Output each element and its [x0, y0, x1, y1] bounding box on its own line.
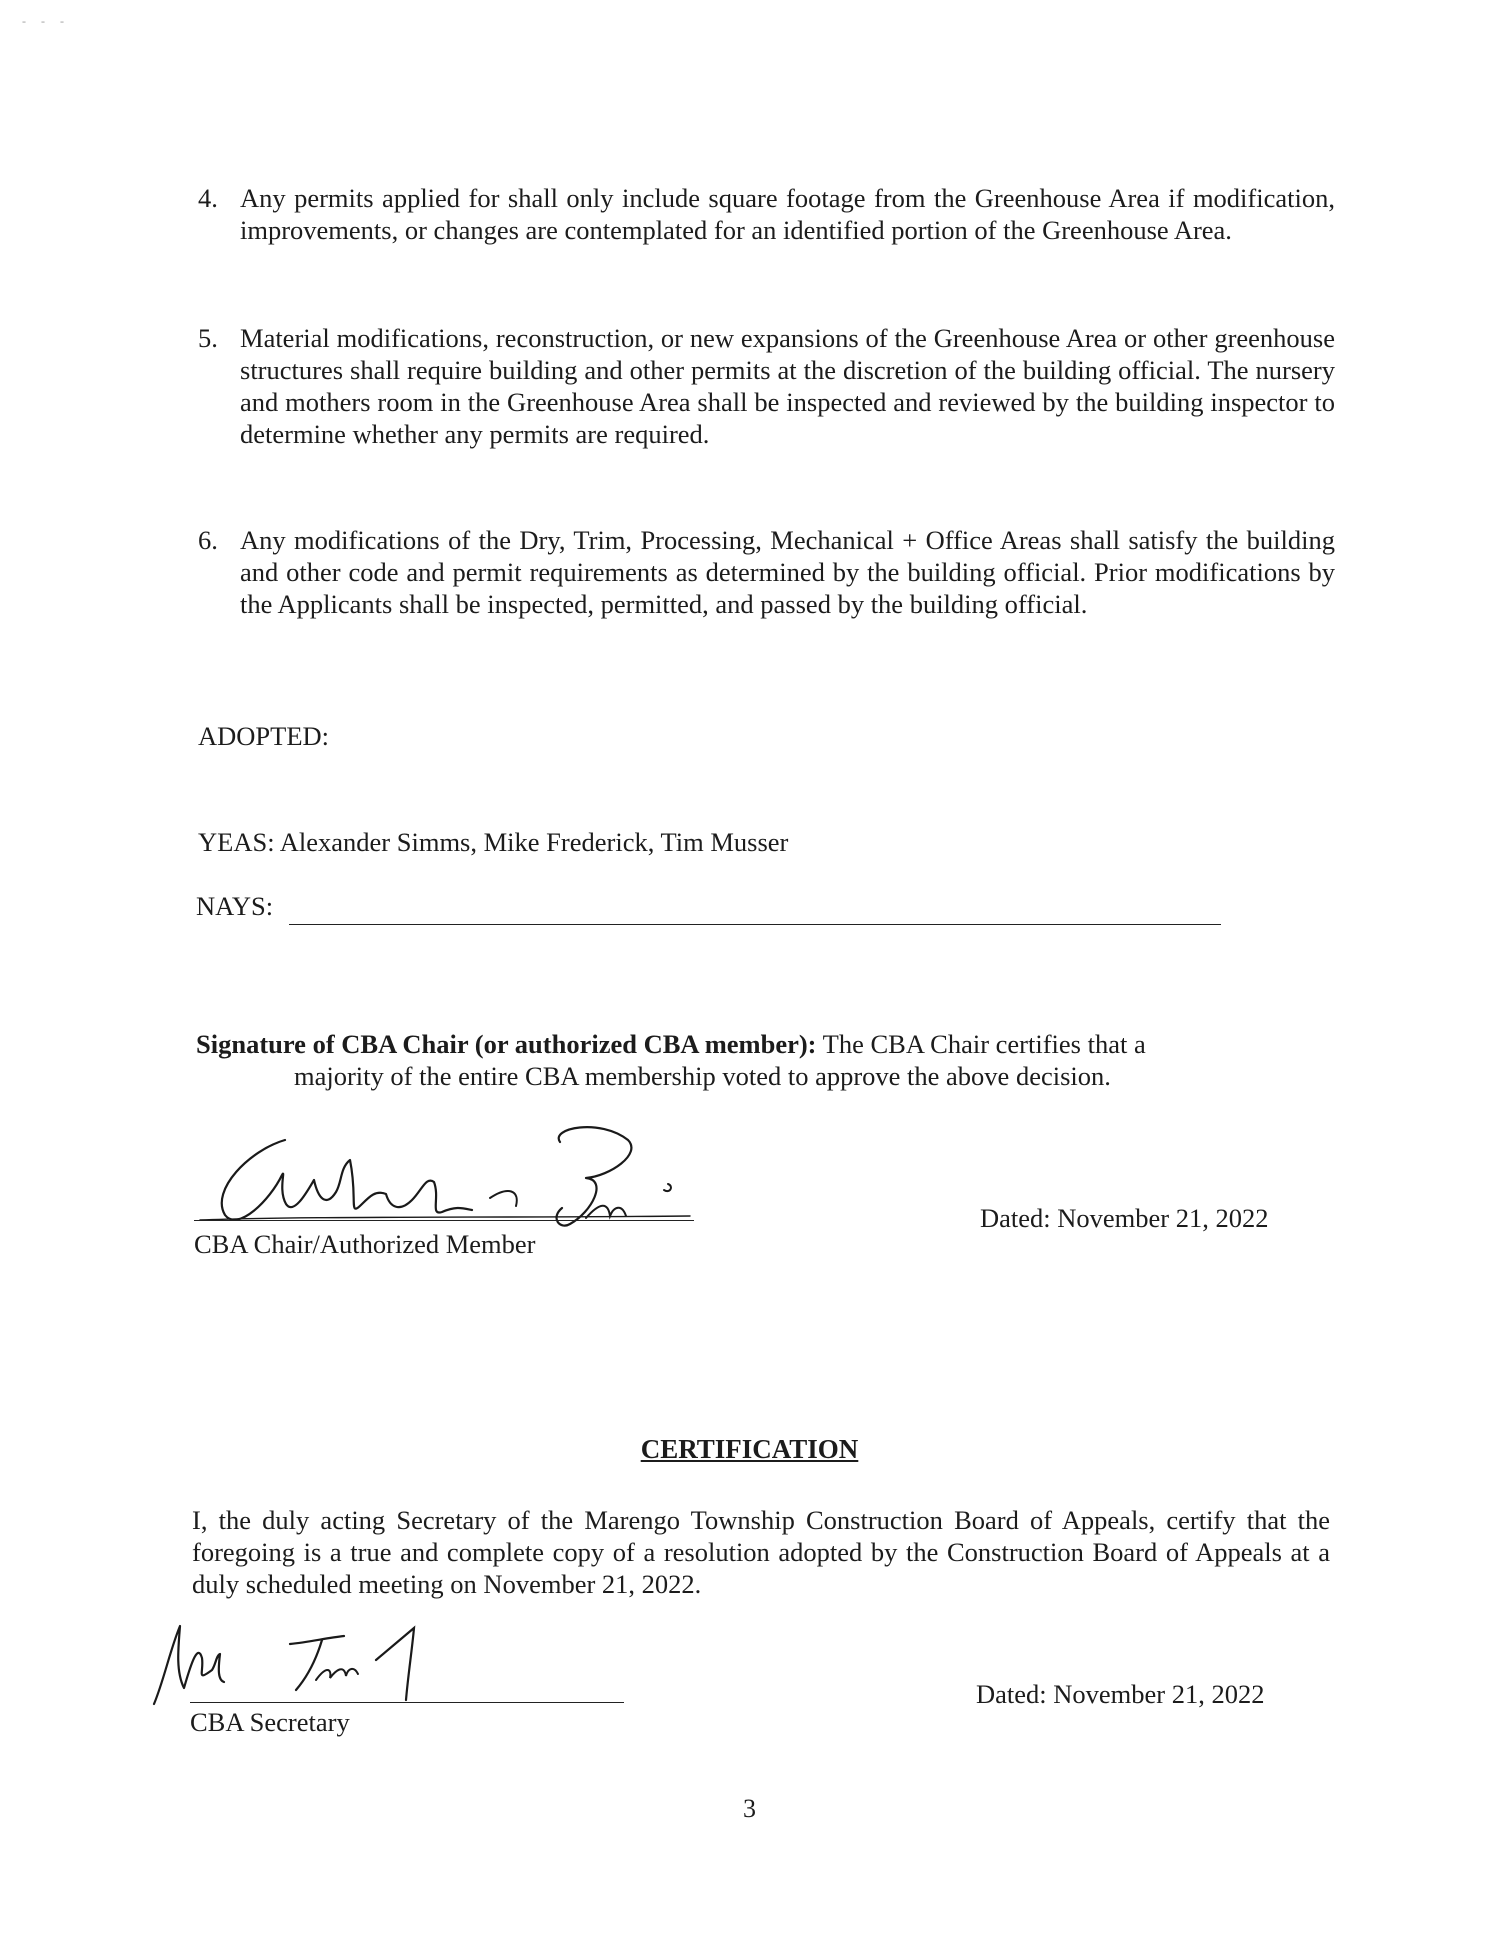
chair-handwritten-signature	[190, 1120, 710, 1240]
chair-statement-line2: majority of the entire CBA membership voted to approve the above decision.	[294, 1061, 1111, 1091]
yeas-line	[198, 826, 788, 858]
item-text: Any modifications of the Dry, Trim, Processing, Mechanical + Office Areas shall satisfy the building and other code and permit requirements as determined by the building official. Prior modifications by the Applicants shall be inspected, permitted, and passed by the building official.	[240, 525, 1335, 619]
chair-certification-statement	[196, 1028, 1246, 1092]
secretary-dated: Dated: November 21, 2022	[976, 1679, 1265, 1709]
condition-item-4	[198, 182, 1335, 246]
condition-item-5	[198, 322, 1335, 450]
secretary-handwritten-signature	[140, 1620, 460, 1710]
yeas-label: YEAS:	[198, 827, 275, 857]
item-number: 4.	[198, 183, 218, 213]
yeas-names: Alexander Simms, Mike Frederick, Tim Musser	[279, 827, 789, 857]
chair-signature-heading: Signature of CBA Chair (or authorized CBA member):	[196, 1029, 817, 1059]
nays-blank-line	[289, 924, 1221, 925]
item-number: 6.	[198, 525, 218, 555]
item-text: Material modifications, reconstruction, or new expansions of the Greenhouse Area or other greenhouse structures shall require building and other permits at the discretion of the building official. The nursery and mothers room in the Greenhouse Area shall be inspected and reviewed by the building inspector to determine whether any permits are required.	[240, 323, 1335, 449]
chair-dated: Dated: November 21, 2022	[980, 1203, 1269, 1233]
secretary-signer-label: CBA Secretary	[190, 1707, 350, 1737]
page-number: 3	[743, 1794, 756, 1823]
chair-statement-line1: The CBA Chair certifies that a	[822, 1029, 1146, 1059]
condition-item-6	[198, 524, 1335, 620]
certification-title: CERTIFICATION	[640, 1434, 859, 1464]
scan-artifact: - - -	[22, 14, 70, 28]
chair-signature-line	[194, 1220, 694, 1221]
certification-text: I, the duly acting Secretary of the Marengo Township Construction Board of Appeals, certify that the foregoing is a true and complete copy of a resolution adopted by the Construction Board of Appeals at a duly scheduled meeting on November 21, 2022.	[192, 1505, 1330, 1599]
item-text: Any permits applied for shall only include square footage from the Greenhouse Area if modification, improvements, or changes are contemplated for an identified portion of the Greenhouse Area.	[240, 183, 1335, 245]
item-number: 5.	[198, 323, 218, 353]
secretary-signature-line	[190, 1702, 624, 1703]
nays-label: NAYS:	[196, 891, 274, 921]
adopted-label: ADOPTED:	[198, 721, 330, 751]
chair-signer-label: CBA Chair/Authorized Member	[194, 1229, 536, 1259]
